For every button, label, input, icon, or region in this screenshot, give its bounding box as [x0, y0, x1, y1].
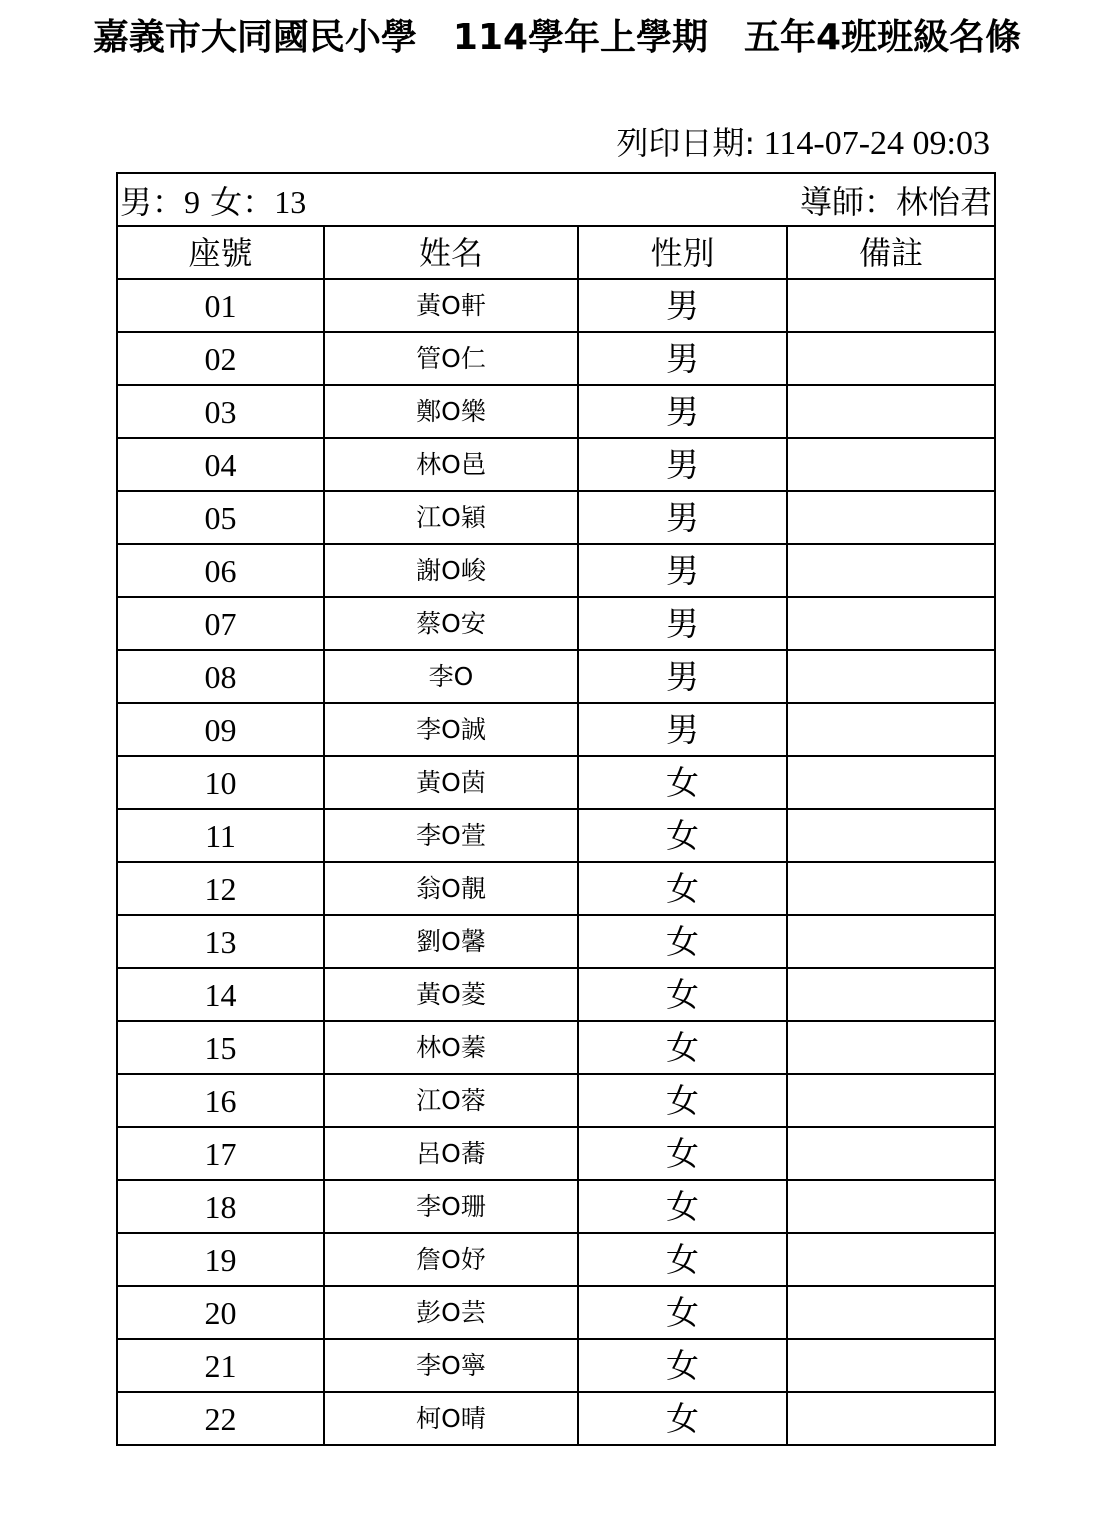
student-name-cell: 詹O妤	[324, 1233, 578, 1286]
table-row	[117, 597, 995, 650]
note-cell	[787, 1339, 995, 1392]
seat-number-cell: 17	[117, 1127, 324, 1180]
header-seat-number: 座號	[117, 226, 324, 279]
seat-number-cell: 06	[117, 544, 324, 597]
gender-cell: 女	[578, 915, 787, 968]
student-name-cell: 彭O芸	[324, 1286, 578, 1339]
gender-counts	[120, 182, 306, 222]
seat-number-cell: 14	[117, 968, 324, 1021]
seat-number-cell: 01	[117, 279, 324, 332]
note-cell	[787, 1180, 995, 1233]
seat-number-cell: 08	[117, 650, 324, 703]
seat-number-cell: 20	[117, 1286, 324, 1339]
student-name-cell: 管O仁	[324, 332, 578, 385]
student-name-cell: 蔡O安	[324, 597, 578, 650]
table-row	[117, 756, 995, 809]
table-row	[117, 1074, 995, 1127]
student-name-cell: 李O寧	[324, 1339, 578, 1392]
note-cell	[787, 332, 995, 385]
seat-number-cell: 15	[117, 1021, 324, 1074]
student-name-cell: 李O萱	[324, 809, 578, 862]
class-roster-table	[116, 172, 996, 1446]
seat-number-cell: 04	[117, 438, 324, 491]
note-cell	[787, 1392, 995, 1445]
note-cell	[787, 1286, 995, 1339]
note-cell	[787, 756, 995, 809]
gender-cell: 男	[578, 332, 787, 385]
student-name-cell: 黃O茵	[324, 756, 578, 809]
student-name-cell: 黃O軒	[324, 279, 578, 332]
table-row	[117, 544, 995, 597]
student-name-cell: 謝O峻	[324, 544, 578, 597]
note-cell	[787, 1127, 995, 1180]
gender-cell: 女	[578, 1180, 787, 1233]
note-cell	[787, 279, 995, 332]
gender-cell: 女	[578, 1339, 787, 1392]
note-cell	[787, 915, 995, 968]
note-cell	[787, 809, 995, 862]
gender-cell: 女	[578, 862, 787, 915]
teacher-name: 導師：林怡君	[799, 183, 992, 221]
table-row	[117, 385, 995, 438]
note-cell	[787, 862, 995, 915]
table-header-row	[117, 226, 995, 279]
female-count: 13	[274, 184, 307, 220]
student-name-cell: 林O邑	[324, 438, 578, 491]
gender-cell: 女	[578, 756, 787, 809]
student-name-cell: 劉O馨	[324, 915, 578, 968]
gender-cell: 男	[578, 385, 787, 438]
header-name: 姓名	[324, 226, 578, 279]
table-row	[117, 1021, 995, 1074]
seat-number-cell: 05	[117, 491, 324, 544]
seat-number-cell: 18	[117, 1180, 324, 1233]
student-name-cell: 江O穎	[324, 491, 578, 544]
table-row	[117, 1233, 995, 1286]
seat-number-cell: 19	[117, 1233, 324, 1286]
note-cell	[787, 438, 995, 491]
male-count: 9	[184, 184, 201, 220]
seat-number-cell: 10	[117, 756, 324, 809]
page-title: 嘉義市大同國民小學 114學年上學期 五年4班班級名條	[92, 17, 1022, 58]
gender-cell: 男	[578, 703, 787, 756]
seat-number-cell: 22	[117, 1392, 324, 1445]
seat-number-cell: 13	[117, 915, 324, 968]
table-row	[117, 968, 995, 1021]
table-row	[117, 332, 995, 385]
gender-cell: 女	[578, 968, 787, 1021]
summary-row	[117, 173, 995, 226]
print-date	[616, 120, 990, 167]
gender-cell: 女	[578, 1127, 787, 1180]
note-cell	[787, 968, 995, 1021]
table-row	[117, 1286, 995, 1339]
male-count-label: 男：	[120, 183, 185, 221]
table-row	[117, 1339, 995, 1392]
student-name-cell: 呂O蕎	[324, 1127, 578, 1180]
seat-number-cell: 03	[117, 385, 324, 438]
table-row	[117, 703, 995, 756]
header-gender: 性別	[578, 226, 787, 279]
table-row	[117, 279, 995, 332]
gender-cell: 男	[578, 597, 787, 650]
student-name-cell: 鄭O樂	[324, 385, 578, 438]
gender-cell: 男	[578, 438, 787, 491]
seat-number-cell: 02	[117, 332, 324, 385]
summary-cell	[117, 173, 995, 226]
table-row	[117, 650, 995, 703]
student-name-cell: 李O	[324, 650, 578, 703]
header-note: 備註	[787, 226, 995, 279]
table-row	[117, 491, 995, 544]
student-name-cell: 李O珊	[324, 1180, 578, 1233]
student-name-cell: 黃O菱	[324, 968, 578, 1021]
note-cell	[787, 385, 995, 438]
seat-number-cell: 11	[117, 809, 324, 862]
note-cell	[787, 544, 995, 597]
table-row	[117, 862, 995, 915]
seat-number-cell: 21	[117, 1339, 324, 1392]
print-date-value: 114-07-24 09:03	[755, 125, 990, 162]
gender-cell: 男	[578, 650, 787, 703]
student-name-cell: 林O蓁	[324, 1021, 578, 1074]
gender-cell: 女	[578, 1021, 787, 1074]
student-name-cell: 李O誠	[324, 703, 578, 756]
note-cell	[787, 650, 995, 703]
print-date-label: 列印日期:	[616, 124, 756, 162]
gender-cell: 女	[578, 1074, 787, 1127]
table-row	[117, 1392, 995, 1445]
gender-cell: 女	[578, 1233, 787, 1286]
female-count-label: 女：	[200, 183, 275, 221]
gender-cell: 男	[578, 491, 787, 544]
gender-cell: 男	[578, 544, 787, 597]
seat-number-cell: 16	[117, 1074, 324, 1127]
gender-cell: 女	[578, 1392, 787, 1445]
seat-number-cell: 12	[117, 862, 324, 915]
note-cell	[787, 1074, 995, 1127]
gender-cell: 女	[578, 809, 787, 862]
seat-number-cell: 07	[117, 597, 324, 650]
table-row	[117, 915, 995, 968]
note-cell	[787, 1021, 995, 1074]
student-name-cell: 柯O晴	[324, 1392, 578, 1445]
student-name-cell: 江O蓉	[324, 1074, 578, 1127]
table-row	[117, 809, 995, 862]
note-cell	[787, 491, 995, 544]
note-cell	[787, 703, 995, 756]
table-row	[117, 1180, 995, 1233]
table-row	[117, 438, 995, 491]
note-cell	[787, 597, 995, 650]
note-cell	[787, 1233, 995, 1286]
student-name-cell: 翁O靚	[324, 862, 578, 915]
gender-cell: 女	[578, 1286, 787, 1339]
table-row	[117, 1127, 995, 1180]
seat-number-cell: 09	[117, 703, 324, 756]
gender-cell: 男	[578, 279, 787, 332]
